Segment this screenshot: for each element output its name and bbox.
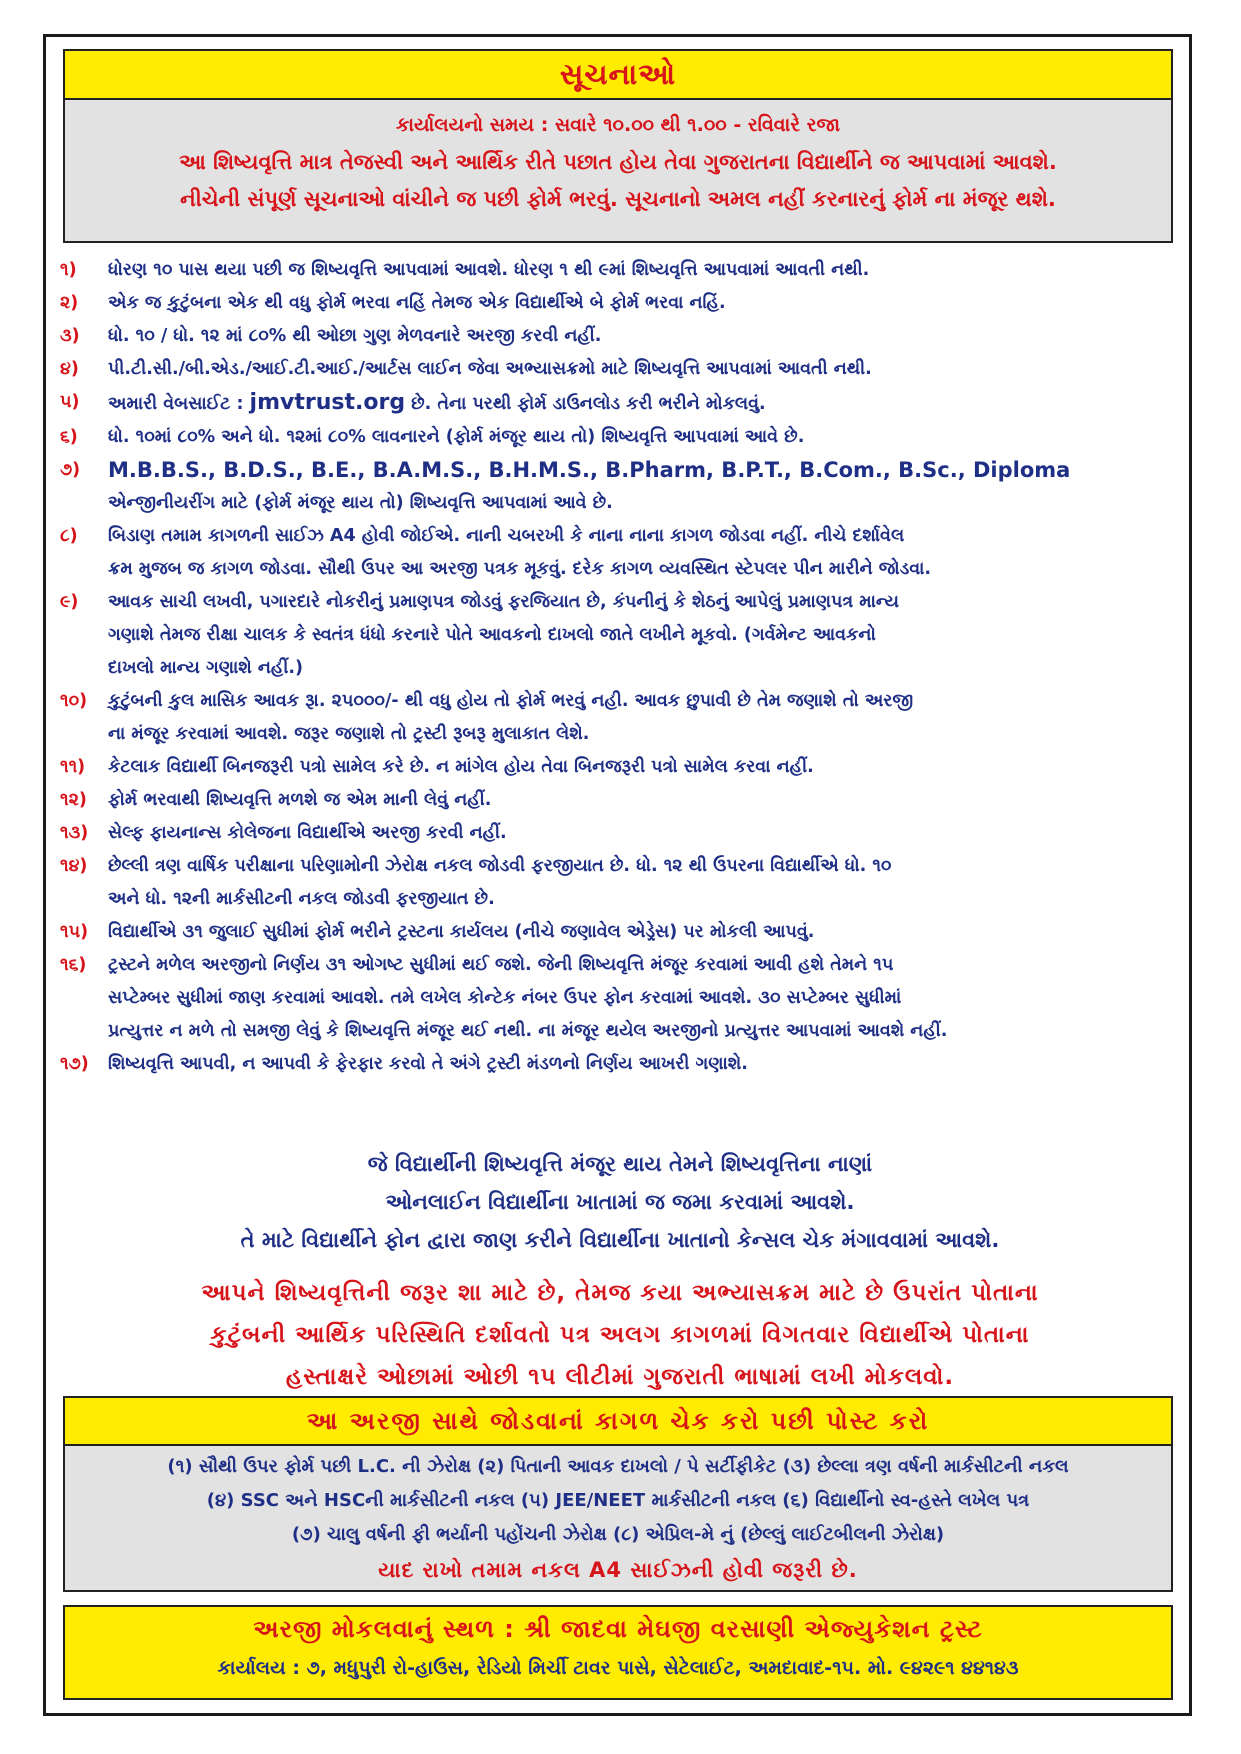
rule-item — [60, 949, 1180, 1048]
rule-line: સેલ્ફ ફાયનાન્સ કોલેજના વિદ્યાર્થીએ અરજી કરવી નહીં. — [108, 823, 507, 843]
rules-list — [60, 254, 1180, 1081]
rule-item — [60, 454, 1180, 520]
read-instructions-notice: નીચેની સંપૂર્ણ સૂચનાઓ વાંચીને જ પછી ફોર્મ ભરવું. સૂચનાનો અમલ નહીં કરનારનું ફોર્મ ના મંજૂર થશે. — [180, 187, 1056, 211]
rule-number: ૧) — [60, 260, 77, 280]
attachment-line: (૭) ચાલુ વર્ષની ફી ભર્યાની પહોંચની ઝેરોક્ષ (૮) એપ્રિલ-મે નું (છેલ્લું લાઈટબીલની ઝેરોક્ષ) — [291, 1524, 945, 1545]
payment-notice-line: ઓનલાઈન વિદ્યાર્થીના ખાતામાં જ જમા કરવામાં આવશે. — [385, 1190, 855, 1214]
letter-notice-line: આપને શિષ્યવૃત્તિની જરૂર શા માટે છે, તેમજ કયા અભ્યાસક્રમ માટે છે ઉપરાંત પોતાના — [201, 1280, 1039, 1306]
payment-notice — [60, 1145, 1180, 1259]
rule-line: ગણાશે તેમજ રીક્ષા ચાલક કે સ્વતંત્ર ધંધો કરનારે પોતે આવકનો દાખલો જાતે લખીને મૂકવો. (ગર્વમેન્ટ આવકનો — [108, 625, 876, 645]
rule-number: ૯) — [60, 592, 79, 612]
rule-number: ૩) — [60, 326, 80, 346]
office-notice-box — [63, 100, 1173, 243]
rule-line: બિડાણ તમામ કાગળની સાઈઝ A4 હોવી જોઈએ. નાની ચબરખી કે નાના નાના કાગળ જોડવા નહીં. નીચે દર્શાવેલ — [108, 526, 905, 546]
website-link[interactable]: jmvtrust.org — [249, 390, 406, 415]
rule-item — [60, 386, 1180, 421]
rule-line: ધોરણ ૧૦ પાસ થયા પછી જ શિષ્યવૃત્તિ આપવામાં આવશે. ધોરણ ૧ થી ૯માં શિષ્યવૃત્તિ આપવામાં આવતી નથી. — [108, 260, 870, 280]
rule-item — [60, 520, 1180, 586]
rule-line: એન્જીનીયરીંગ માટે (ફોર્મ મંજૂર થાય તો) શિષ્યવૃત્તિ આપવામાં આવે છે. — [108, 493, 613, 513]
address-box — [63, 1605, 1173, 1700]
rule-item — [60, 254, 1180, 287]
rule-item — [60, 784, 1180, 817]
letter-notice — [60, 1272, 1180, 1398]
rule-line: પ્રત્યુત્તર ન મળે તો સમજી લેવું કે શિષ્યવૃત્તિ મંજૂર થઈ નથી. ના મંજૂર થયેલ અરજીનો પ્રત્યુત્તર આપવામાં આવશે નહીં. — [108, 1021, 948, 1041]
rule-number: ૧૧) — [60, 757, 86, 777]
a4-reminder: યાદ રાખો તમામ નકલ A4 સાઈઝની હોવી જરૂરી છે. — [378, 1558, 858, 1582]
rule-item — [60, 287, 1180, 320]
rule-line: છેલ્લી ત્રણ વાર્ષિક પરીક્ષાના પરિણામોની ઝેરોક્ષ નકલ જોડવી ફરજીયાત છે. ધો. ૧૨ થી ઉપરના વિદ્યાર્થીએ ધો. ૧૦ — [108, 856, 892, 876]
rule-line: ટ્રસ્ટને મળેલ અરજીનો નિર્ણય ૩૧ ઓગષ્ટ સુધીમાં થઈ જશે. જેની શિષ્યવૃત્તિ મંજૂર કરવામાં આવી હશે તેમને ૧૫ — [108, 955, 894, 975]
rule-number: ૭) — [60, 460, 81, 480]
rule-line: એક જ કુટુંબના એક થી વધુ ફોર્મ ભરવા નહિં તેમજ એક વિદ્યાર્થીએ બે ફોર્મ ભરવા નહિં. — [108, 293, 726, 313]
rule-item — [60, 421, 1180, 454]
payment-notice-line: તે માટે વિદ્યાર્થીને ફોન દ્વારા જાણ કરીને વિદ્યાર્થીના ખાતાનો કેન્સલ ચેક મંગાવવામાં આવશે. — [240, 1228, 1000, 1252]
rule-line: ફોર્મ ભરવાથી શિષ્યવૃત્તિ મળશે જ એમ માની લેવું નહીં. — [108, 790, 492, 810]
rule-item — [60, 850, 1180, 916]
rule-line: છે. તેના પરથી ફોર્મ ડાઉનલોડ કરી ભરીને મોકલવું. — [405, 394, 766, 414]
rule-number: ૧૭) — [60, 1054, 89, 1074]
rule-number: ૧૨) — [60, 790, 87, 810]
rule-number: ૬) — [60, 427, 78, 447]
rule-line: અને ધો. ૧૨ની માર્કસીટની નકલ જોડવી ફરજીયાત છે. — [108, 889, 495, 909]
rule-line: ધો. ૧૦ / ધો. ૧૨ માં ૮૦% થી ઓછા ગુણ મેળવનારે અરજી કરવી નહીં. — [108, 326, 602, 346]
office-address: કાર્યાલય : ૭, મધુપુરી રો-હાઉસ, રેડિયો મિર્ચી ટાવર પાસે, સેટેલાઈટ, અમદાવાદ-૧૫. મો. ૯૪૨૯૧ ૪૪૧૪૩ — [217, 1657, 1019, 1679]
rule-number: ૧૩) — [60, 823, 89, 843]
rule-number: ૧૪) — [60, 856, 88, 876]
send-to-trust: અરજી મોકલવાનું સ્થળ : શ્રી જાદવા મેઘજી વરસાણી એજ્યુકેશન ટ્રસ્ટ — [253, 1615, 983, 1643]
attachments-box — [63, 1446, 1173, 1592]
rule-line: વિદ્યાર્થીએ ૩૧ જુલાઈ સુધીમાં ફોર્મ ભરીને ટ્રસ્ટના કાર્યલય (નીચે જણાવેલ એડ્રેસ) પર મોકલી આપવું. — [108, 922, 815, 942]
rule-number: ૨) — [60, 293, 79, 313]
rule-line: કુટુંબની કુલ માસિક આવક રૂા. ૨૫૦૦૦/- થી વધુ હોય તો ફોર્મ ભરવું નહી. આવક છુપાવી છે તેમ જણાશે તો અરજી — [108, 691, 914, 711]
attachment-line: (૧) સૌથી ઉપર ફોર્મ પછી L.C. ની ઝેરોક્ષ (૨) પિતાની આવક દાખલો / પે સર્ટીફીકેટ (૩) છેલ્લા ત્રણ વર્ષની માર્કસીટની નકલ — [167, 1456, 1069, 1477]
rule-item — [60, 685, 1180, 751]
rule-number: ૧૬) — [60, 955, 87, 975]
rule-number: ૮) — [60, 526, 78, 546]
eligibility-notice: આ શિષ્યવૃત્તિ માત્ર તેજસ્વી અને આર્થિક રીતે પછાત હોય તેવા ગુજરાતના વિદ્યાર્થીને જ આપવામાં આવશે. — [179, 150, 1057, 174]
rule-line: પી.ટી.સી./બી.એડ./આઈ.ટી.આઈ./આર્ટસ લાઈન જેવા અભ્યાસક્રમો માટે શિષ્યવૃત્તિ આપવામાં આવતી નથી. — [108, 359, 872, 379]
instructions-title: સૂચનાઓ — [63, 49, 1173, 100]
rule-item — [60, 320, 1180, 353]
rule-number: ૫) — [60, 392, 80, 412]
rule-line: ક્રમ મુજબ જ કાગળ જોડવા. સૌથી ઉપર આ અરજી પત્રક મૂકવું. દરેક કાગળ વ્યવસ્થિત સ્ટેપલર પીન મારીને જોડવા. — [108, 559, 932, 579]
attachments-title: આ અરજી સાથે જોડવાનાં કાગળ ચેક કરો પછી પોસ્ટ કરો — [63, 1396, 1173, 1446]
rule-item — [60, 586, 1180, 685]
payment-notice-line: જે વિદ્યાર્થીની શિષ્યવૃત્તિ મંજૂર થાય તેમને શિષ્યવૃત્તિના નાણાં — [367, 1152, 873, 1176]
rule-line: શિષ્યવૃત્તિ આપવી, ન આપવી કે ફેરફાર કરવો તે અંગે ટ્રસ્ટી મંડળનો નિર્ણય આખરી ગણાશે. — [108, 1054, 748, 1074]
rule-item — [60, 916, 1180, 949]
rule-line: કેટલાક વિદ્યાર્થી બિનજરૂરી પત્રો સામેલ કરે છે. ન માંગેલ હોય તેવા બિનજરૂરી પત્રો સામેલ કરવા નહીં. — [108, 757, 814, 777]
rule-line: સપ્ટેમ્બર સુધીમાં જાણ કરવામાં આવશે. તમે લખેલ કોન્ટેક નંબર ઉપર ફોન કરવામાં આવશે. ૩૦ સપ્ટેમ્બર સુધીમાં — [108, 988, 902, 1008]
rule-number: ૧૫) — [60, 922, 89, 942]
rule-line: આવક સાચી લખવી, પગારદારે નોકરીનું પ્રમાણપત્ર જોડવું ફરજિયાત છે, કંપનીનું કે શેઠનું આપેલું પ્રમાણપત્ર માન્ય — [108, 592, 899, 612]
rule-line: અમારી વેબસાઈટ : — [108, 394, 250, 414]
rule-item — [60, 1048, 1180, 1081]
rule-line: ધો. ૧૦માં ૮૦% અને ધો. ૧૨માં ૮૦% લાવનારને (ફોર્મ મંજૂર થાય તો) શિષ્યવૃત્તિ આપવામાં આવે છે. — [108, 427, 805, 447]
rule-line: દાખલો માન્ય ગણાશે નહીં.) — [108, 658, 304, 678]
office-hours: કાર્યાલયનો સમય : સવારે ૧૦.૦૦ થી ૧.૦૦ - રવિવારે રજા — [395, 114, 841, 136]
rule-item — [60, 353, 1180, 386]
rule-line: M.B.B.S., B.D.S., B.E., B.A.M.S., B.H.M.S., B.Pharm, B.P.T., B.Com., B.Sc., Diploma — [108, 458, 1071, 482]
letter-notice-line: કુટુંબની આર્થિક પરિસ્થિતિ દર્શાવતો પત્ર અલગ કાગળમાં વિગતવાર વિદ્યાર્થીએ પોતાના — [210, 1322, 1030, 1348]
rule-number: ૧૦) — [60, 691, 88, 711]
rule-item — [60, 817, 1180, 850]
rule-line: ના મંજૂર કરવામાં આવશે. જરૂર જણાશે તો ટ્રસ્ટી રૂબરૂ મુલાકાત લેશે. — [108, 724, 590, 744]
rule-item — [60, 751, 1180, 784]
attachment-line: (૪) SSC અને HSCની માર્કસીટની નકલ (૫) JEE/NEET માર્કસીટની નકલ (૬) વિદ્યાર્થીનો સ્વ-હસ્તે લખેલ પત્ર — [206, 1490, 1030, 1511]
letter-notice-line: હસ્તાક્ષરે ઓછામાં ઓછી ૧૫ લીટીમાં ગુજરાતી ભાષામાં લખી મોકલવો. — [285, 1364, 955, 1390]
rule-number: ૪) — [60, 359, 79, 379]
